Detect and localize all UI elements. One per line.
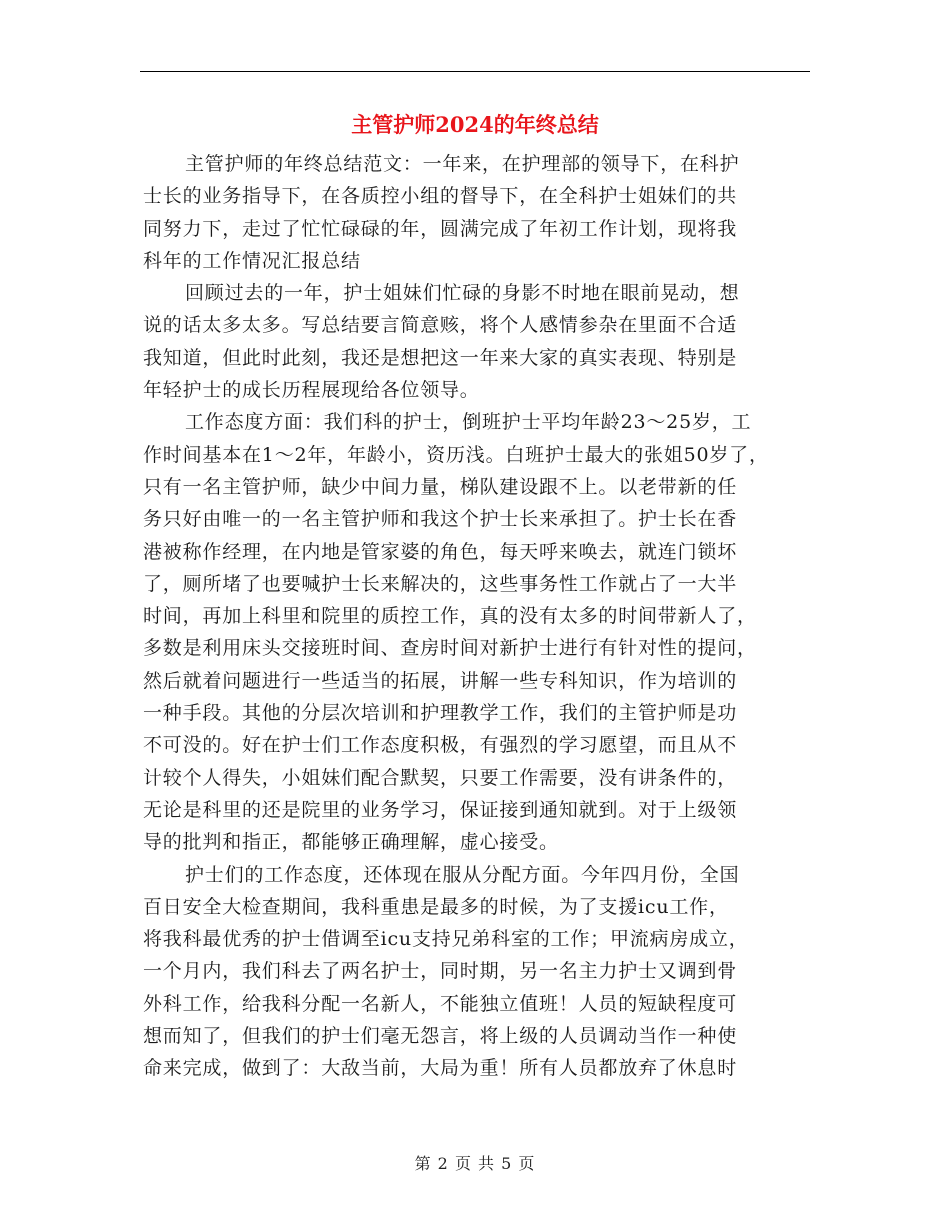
text-line: 我知道，但此时此刻，我还是想把这一年来大家的真实表现、特别是 (143, 346, 738, 369)
document-body (143, 148, 833, 1085)
text-line: 计较个人得失，小姐妹们配合默契，只要工作需要，没有讲条件的， (143, 766, 738, 789)
text-line: 士长的业务指导下，在各质控小组的督导下，在全科护士姐妹们的共 (143, 185, 738, 208)
text-line: 同努力下，走过了忙忙碌碌的年，圆满完成了年初工作计划，现将我 (143, 217, 738, 240)
text-line: 时间，再加上科里和院里的质控工作，真的没有太多的时间带新人了， (143, 605, 757, 628)
text-line: 百日安全大检查期间，我科重患是最多的时候，为了支援icu工作， (143, 895, 729, 918)
text-line: 港被称作经理，在内地是管家婆的角色，每天呼来唤去，就连门锁坏 (143, 540, 738, 563)
text-line: 外科工作，给我科分配一名新人，不能独立值班！人员的短缺程度可 (143, 992, 738, 1015)
text-line: 护士们的工作态度，还体现在服从分配方面。今年四月份，全国 (185, 863, 740, 886)
text-line: 一种手段。其他的分层次培训和护理教学工作，我们的主管护师是功 (143, 702, 738, 725)
text-line: 多数是利用床头交接班时间、查房时间对新护士进行有针对性的提问， (143, 637, 757, 660)
text-line: 将我科最优秀的护士借调至icu支持兄弟科室的工作；甲流病房成立， (143, 928, 749, 951)
text-line: 科年的工作情况汇报总结 (143, 249, 361, 272)
document-title: 主管护师2024的年终总结 (351, 112, 599, 137)
text-line: 主管护师的年终总结范文：一年来，在护理部的领导下，在科护 (185, 153, 740, 175)
paragraph (143, 859, 833, 1085)
header-rule (140, 71, 810, 72)
text-line: 工作态度方面：我们科的护士，倒班护士平均年龄23～25岁，工 (185, 411, 752, 434)
text-line: 回顾过去的一年，护士姐妹们忙碌的身影不时地在眼前晃动，想 (185, 282, 740, 305)
text-line: 务只好由唯一的一名主管护师和我这个护士长来承担了。护士长在香 (143, 508, 738, 531)
page-number: 第 2 页 共 5 页 (414, 1154, 536, 1173)
paragraph (143, 148, 833, 277)
text-line: 作时间基本在1～2年，年龄小，资历浅。白班护士最大的张姐50岁了， (143, 443, 769, 466)
paragraph (143, 406, 833, 858)
text-line: 不可没的。好在护士们工作态度积极，有强烈的学习愿望，而且从不 (143, 734, 738, 757)
text-line: 只有一名主管护师，缺少中间力量，梯队建设跟不上。以老带新的任 (143, 475, 738, 498)
text-line: 一个月内，我们科去了两名护士，同时期，另一名主力护士又调到骨 (143, 960, 738, 983)
text-line: 年轻护士的成长历程展现给各位领导。 (143, 379, 480, 402)
text-line: 然后就着问题进行一些适当的拓展，讲解一些专科知识，作为培训的 (143, 669, 738, 692)
text-line: 想而知了，但我们的护士们毫无怨言，将上级的人员调动当作一种使 (143, 1025, 738, 1048)
text-line: 无论是科里的还是院里的业务学习，保证接到通知就到。对于上级领 (143, 798, 738, 821)
text-line: 导的批判和指正，都能够正确理解，虚心接受。 (143, 831, 559, 854)
paragraph (143, 277, 833, 406)
text-line: 了，厕所堵了也要喊护士长来解决的，这些事务性工作就占了一大半 (143, 572, 738, 595)
text-line: 命来完成，做到了：大敌当前，大局为重！所有人员都放弃了休息时 (143, 1057, 738, 1080)
text-line: 说的话太多太多。写总结要言简意赅，将个人感情参杂在里面不合适 (143, 314, 738, 337)
